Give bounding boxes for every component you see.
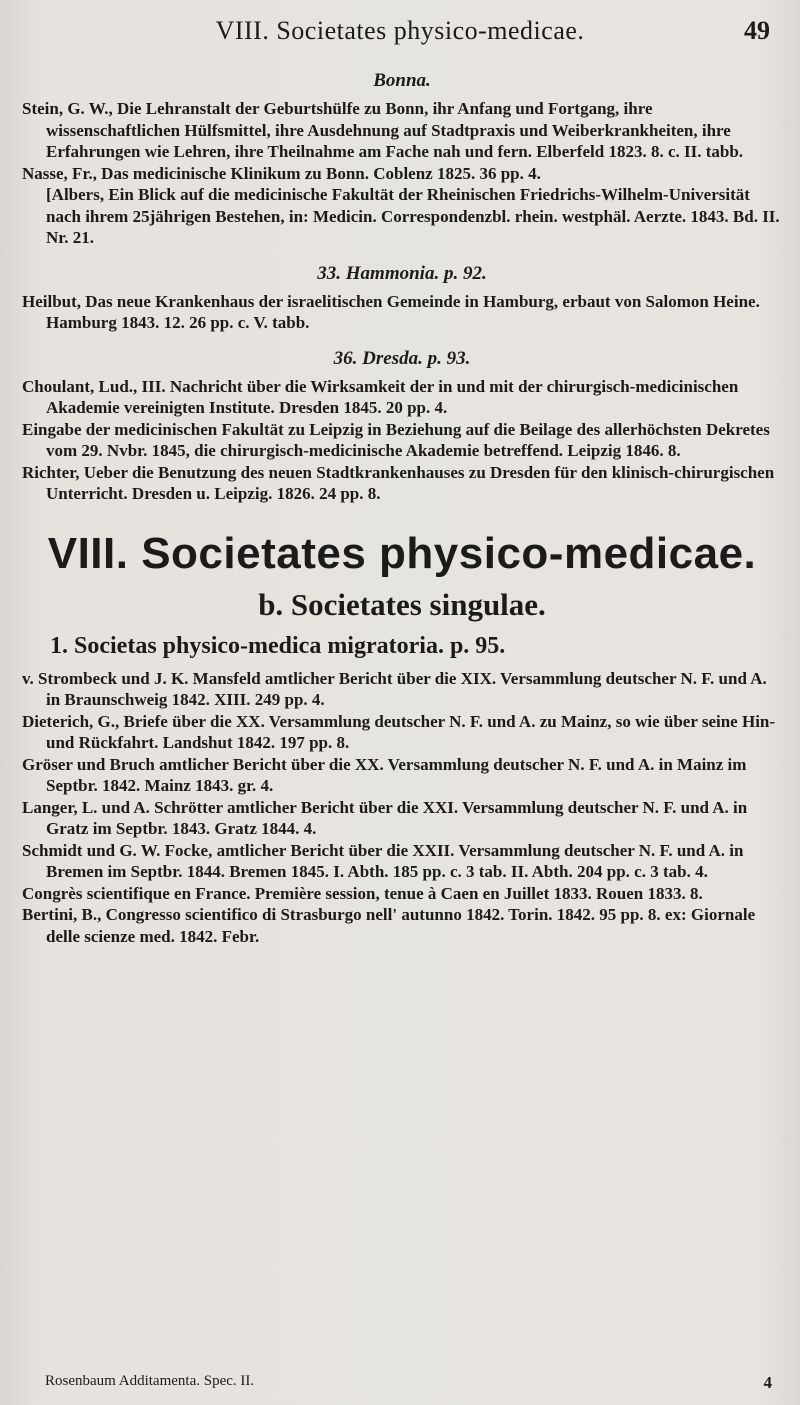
city-heading-bonna: Bonna. [373, 70, 431, 91]
bib-entry: Gröser und Bruch amtlicher Bericht über die XX. Versammlung deutscher N. F. und A. in Mainz im Septbr. 1842. Mainz 1843. gr. 4. [22, 754, 747, 795]
bib-entry: v. Strombeck und J. K. Mansfeld amtlicher Bericht über die XIX. Versammlung deutscher N. F. und A. in Braunschweig 1842. XIII. 249 pp. 4. [22, 668, 767, 709]
page-header [0, 8, 800, 48]
bib-entry: Congrès scientifique en France. Première session, tenue à Caen en Juillet 1833. Rouen 1833. 8. [22, 883, 703, 903]
bib-entry: Nasse, Fr., Das medicinische Klinikum zu Bonn. Coblenz 1825. 36 pp. 4. [22, 163, 541, 183]
bib-entry: Heilbut, Das neue Krankenhaus der israelitischen Gemeinde in Hamburg, erbaut von Salomon Heine. Hamburg 1843. 12. 26 pp. c. V. tabb. [22, 291, 760, 332]
bib-entry: Eingabe der medicinischen Fakultät zu Leipzig in Beziehung auf die Beilage des allerhöchsten Dekretes vom 29. Nvbr. 1845, die chirurgisch-medicinische Akademie betreffend. Leipzig 1846. 8. [22, 419, 770, 460]
bib-entry: Langer, L. und A. Schrötter amtlicher Bericht über die XXI. Versammlung deutscher N. F. und A. in Gratz im Septbr. 1843. Gratz 1844. 4. [22, 797, 748, 838]
page-footer [45, 1373, 772, 1395]
signature-line: Rosenbaum Additamenta. Spec. II. [45, 1373, 255, 1389]
running-head: VIII. Societates physico-medicae. [215, 16, 585, 45]
bib-entry: Richter, Ueber die Benutzung des neuen Stadtkrankenhauses zu Dresden für den klinisch-chirurgischen Unterricht. Dresden u. Leipzig. 1826. 24 pp. 8. [22, 462, 775, 503]
bib-sub-entry: [Albers, Ein Blick auf die medicinische Fakultät der Rheinischen Friedrichs-Wilhelm-Universität nach ihrem 25jährigen Bestehen, in: Medicin. Correspondenzbl. rhein. westphäl. Aerzte. 1843. Bd. II. Nr. 21. [46, 185, 780, 247]
page-number: 49 [744, 16, 770, 45]
bib-entry: Dieterich, G., Briefe über die XX. Versammlung deutscher N. F. und A. zu Mainz, so wie über seine Hin- und Rückfahrt. Landshut 1842. 197 pp. 8. [22, 711, 776, 752]
subsection-heading: 1. Societas physico-medica migratoria. p. 95. [50, 632, 506, 659]
bib-entry: Stein, G. W., Die Lehranstalt der Geburtshülfe zu Bonn, ihr Anfang und Fortgang, ihre wissenschaftlichen Hülfsmittel, ihre Ausdehnung auf Stadtpraxis und Weiberkrankheiten, ihre Erfahrungen wie Lehren, ihre Theilnahme am Fache nah und fern. Elberfeld 1823. 8. c. II. tabb. [22, 99, 744, 161]
city-heading-hammonia: 33. Hammonia. p. 92. [317, 262, 487, 284]
bib-entry: Schmidt und G. W. Focke, amtlicher Bericht über die XXII. Versammlung deutscher N. F. und A. in Bremen im Septbr. 1844. Bremen 1845. I. Abth. 185 pp. c. 3 tab. II. Abth. 204 pp. c. 3 tab. 4. [22, 840, 744, 881]
bib-entry: Bertini, B., Congresso scientifico di Strasburgo nell' autunno 1842. Torin. 1842. 95 pp. 8. ex: Giornale delle scienze med. 1842. Febr. [22, 905, 756, 946]
section-subtitle: b. Societates singulae. [258, 586, 546, 622]
page-content [22, 70, 782, 947]
section-title: VIII. Societates physico-medicae. [47, 528, 757, 578]
city-heading-dresda: 36. Dresda. p. 93. [333, 347, 471, 369]
sheet-number: 4 [763, 1373, 772, 1392]
bib-entry: Choulant, Lud., III. Nachricht über die Wirksamkeit der in und mit der chirurgisch-medicinischen Akademie vereinigten Institute. Dresden 1845. 20 pp. 4. [22, 376, 739, 417]
